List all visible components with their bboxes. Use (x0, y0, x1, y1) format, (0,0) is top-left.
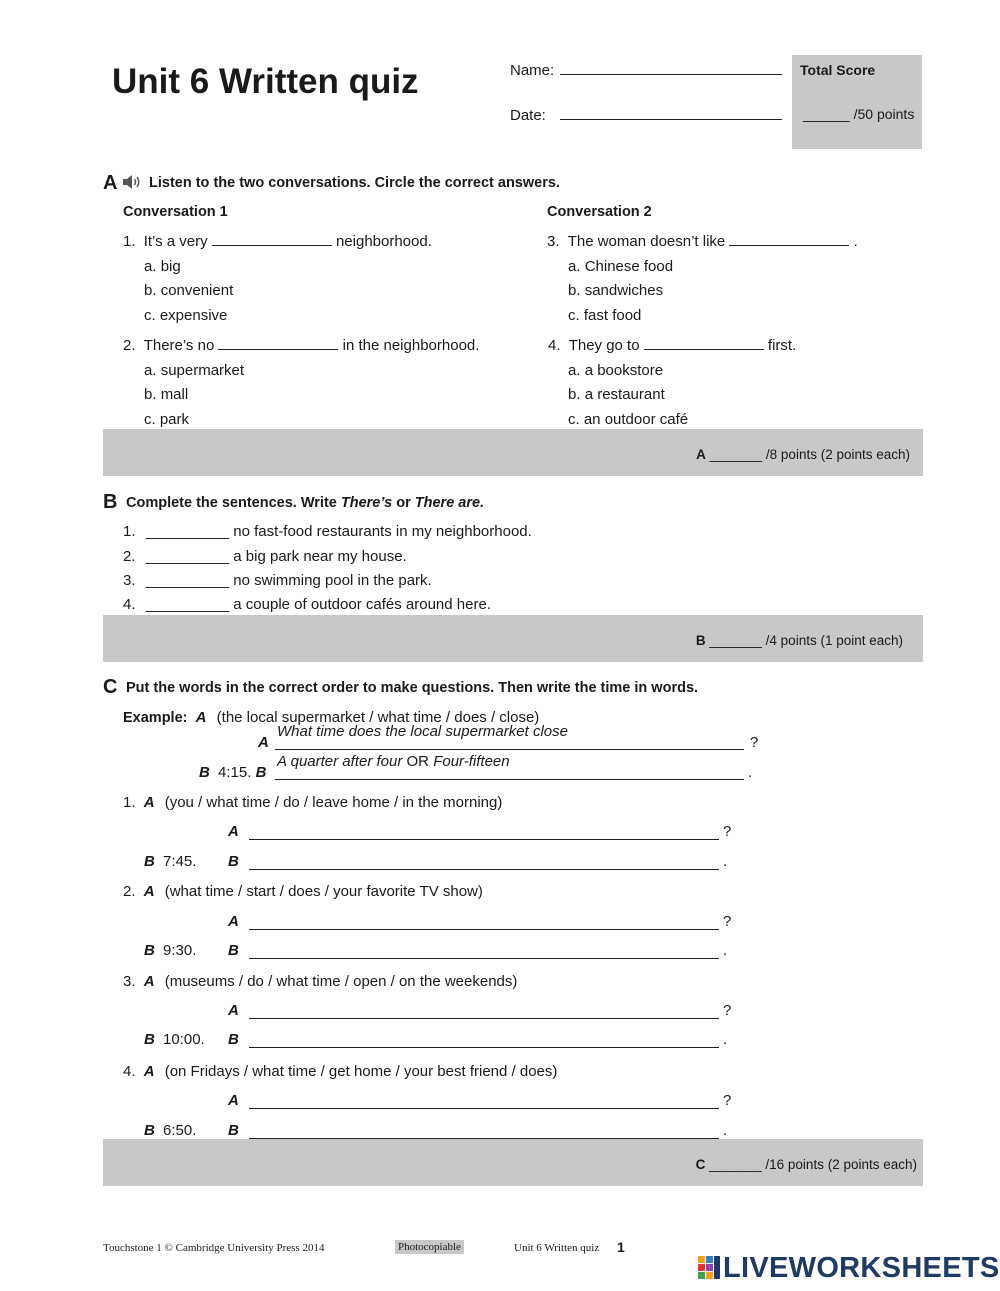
option-text: park (159, 411, 190, 428)
option-letter: c. (568, 307, 580, 324)
option-3c[interactable] (568, 307, 641, 324)
date-label: Date: (510, 107, 546, 124)
question-2 (123, 337, 479, 354)
question-text: The woman doesn’t like (567, 233, 726, 250)
option-1c[interactable] (144, 307, 227, 324)
speaker-a-label: A (143, 1063, 155, 1080)
c-item-2-line-a[interactable] (249, 929, 719, 930)
item-text: __________ a big park near my house. (145, 548, 407, 565)
item-words: (you / what time / do / leave home / in the morning) (164, 794, 503, 811)
c-item-3-line-a[interactable] (249, 1018, 719, 1019)
c-item-1-line-a[interactable] (249, 839, 719, 840)
period-mark: . (723, 1122, 728, 1139)
c-item-2-line-b[interactable] (249, 958, 719, 959)
item-text: __________ no swimming pool in the park. (145, 572, 432, 589)
option-text: fast food (583, 307, 642, 324)
instruction-option: There’s (340, 495, 393, 511)
total-score-points[interactable]: ______ /50 points (803, 106, 915, 122)
section-a-letter: A (103, 172, 118, 194)
date-input-line[interactable] (560, 119, 782, 120)
example-answer-b-or: OR (406, 753, 430, 770)
section-a-score-bar (103, 429, 923, 476)
option-3b[interactable] (568, 282, 663, 299)
instruction-option: There are. (414, 495, 485, 511)
question-number: 3. (547, 233, 560, 250)
period-mark: . (748, 764, 753, 781)
option-letter: a. (144, 258, 157, 275)
option-1a[interactable] (144, 258, 181, 275)
speaker-b-label: B (144, 1031, 155, 1048)
question-text: They go to (568, 337, 640, 354)
example-label: Example: (123, 710, 188, 726)
c-item-3-prompt (123, 973, 517, 990)
section-a-score[interactable] (696, 447, 910, 462)
c-item-3-a-label: A (228, 1002, 239, 1019)
speaker-b-label: B (144, 853, 155, 870)
question-text: There’s no (143, 337, 215, 354)
example-a-label: A (258, 734, 269, 751)
example-answer-a: What time does the local supermarket close (277, 723, 568, 740)
item-number: 3. (123, 973, 136, 990)
section-c-score-bar (103, 1139, 923, 1186)
speaker-b-label: B (144, 942, 155, 959)
section-c-score[interactable] (696, 1157, 917, 1172)
date-field (510, 107, 782, 124)
b-item-1[interactable] (123, 523, 532, 540)
item-number: 3. (123, 572, 136, 589)
c-item-1-b-label: B (228, 853, 239, 870)
speaker-icon[interactable] (121, 173, 143, 196)
question-text: in the neighborhood. (342, 337, 480, 354)
option-letter: c. (144, 307, 156, 324)
option-letter: b. (144, 386, 157, 403)
item-time: 10:00. (163, 1031, 205, 1048)
section-c-letter: C (103, 676, 118, 698)
option-2c[interactable] (144, 411, 189, 428)
option-4c[interactable] (568, 411, 688, 428)
example-answer-b-1: A quarter after four (277, 753, 403, 770)
c-item-2-b-row (144, 942, 196, 959)
item-text: __________ a couple of outdoor cafés around here. (145, 596, 491, 613)
speaker-a-label: A (195, 709, 207, 726)
instruction-text: or (396, 495, 411, 511)
c-item-1-b-row (144, 853, 196, 870)
section-b-score[interactable] (696, 633, 903, 648)
example-words: (the local supermarket / what time / does / close) (216, 709, 540, 726)
option-3a[interactable] (568, 258, 673, 275)
example-b-label: B (255, 764, 267, 781)
option-text: supermarket (160, 362, 245, 379)
footer-quiz-name: Unit 6 Written quiz (514, 1242, 600, 1254)
footer-copyright: Touchstone 1 © Cambridge University Press 2014 (103, 1242, 325, 1254)
c-item-3-b-row (144, 1031, 205, 1048)
option-1b[interactable] (144, 282, 233, 299)
question-mark: ? (723, 823, 732, 840)
item-words: (on Fridays / what time / get home / your best friend / does) (164, 1063, 558, 1080)
answer-blank[interactable] (729, 245, 849, 246)
period-mark: . (723, 1031, 728, 1048)
question-text: . (853, 233, 858, 250)
option-text: Chinese food (584, 258, 674, 275)
section-a-instruction: Listen to the two conversations. Circle the correct answers. (149, 175, 560, 191)
question-number: 4. (548, 337, 561, 354)
page-title: Unit 6 Written quiz (112, 62, 419, 101)
score-text: _______ /8 points (2 points each) (709, 447, 910, 462)
example-time: 4:15. (218, 764, 252, 781)
c-item-2-prompt (123, 883, 483, 900)
conversation-2-title: Conversation 2 (547, 204, 652, 220)
speaker-b-label: B (199, 764, 210, 781)
total-score-box (792, 55, 922, 149)
period-mark: . (723, 942, 728, 959)
score-letter: B (695, 633, 706, 648)
question-mark: ? (723, 1002, 732, 1019)
item-number: 4. (123, 596, 136, 613)
section-b-instruction (126, 495, 484, 511)
question-3 (547, 233, 858, 250)
item-words: (what time / start / does / your favorite TV show) (164, 883, 483, 900)
speaker-a-label: A (143, 883, 155, 900)
option-2a[interactable] (144, 362, 244, 379)
option-letter: b. (144, 282, 157, 299)
b-item-4[interactable] (123, 596, 491, 613)
page-number: 1 (617, 1239, 625, 1255)
b-item-3[interactable] (123, 572, 432, 589)
name-label: Name: (510, 62, 555, 79)
answer-blank[interactable] (218, 349, 338, 350)
period-mark: . (723, 853, 728, 870)
c-item-4-a-label: A (228, 1092, 239, 1109)
option-text: mall (160, 386, 189, 403)
example-line-a (275, 749, 744, 750)
option-letter: c. (144, 411, 156, 428)
speaker-b-label: B (144, 1122, 155, 1139)
total-score-label: Total Score (800, 62, 876, 78)
speaker-a-label: A (143, 973, 155, 990)
c-item-2-b-label: B (228, 942, 239, 959)
liveworksheets-logo[interactable] (697, 1252, 1000, 1285)
item-number: 2. (123, 883, 136, 900)
option-text: a bookstore (584, 362, 664, 379)
item-number: 1. (123, 794, 136, 811)
question-number: 2. (123, 337, 136, 354)
option-letter: a. (568, 258, 581, 275)
example-line-b (275, 779, 744, 780)
c-item-1-prompt (123, 794, 502, 811)
question-mark: ? (723, 1092, 732, 1109)
item-words: (museums / do / what time / open / on the weekends) (164, 973, 518, 990)
example-b-row (199, 764, 266, 781)
option-letter: b. (568, 282, 581, 299)
question-text: It’s a very (143, 233, 208, 250)
option-text: expensive (159, 307, 228, 324)
c-item-4-b-row (144, 1122, 196, 1139)
item-time: 7:45. (163, 853, 197, 870)
score-text: _______ /4 points (1 point each) (709, 633, 903, 648)
question-text: neighborhood. (335, 233, 432, 250)
question-number: 1. (123, 233, 136, 250)
c-item-4-b-label: B (228, 1122, 239, 1139)
option-text: sandwiches (584, 282, 664, 299)
option-text: a restaurant (584, 386, 665, 403)
option-4a[interactable] (568, 362, 663, 379)
b-item-2[interactable] (123, 548, 407, 565)
c-item-4-prompt (123, 1063, 557, 1080)
section-c-instruction: Put the words in the correct order to make questions. Then write the time in words. (126, 680, 699, 696)
option-letter: a. (144, 362, 157, 379)
c-item-4-line-a[interactable] (249, 1108, 719, 1109)
conversation-1-title: Conversation 1 (123, 204, 228, 220)
item-number: 1. (123, 523, 136, 540)
item-number: 4. (123, 1063, 136, 1080)
c-item-3-line-b[interactable] (249, 1047, 719, 1048)
instruction-text: Complete the sentences. Write (126, 495, 337, 511)
item-time: 9:30. (163, 942, 197, 959)
question-4 (548, 337, 796, 354)
option-4b[interactable] (568, 386, 665, 403)
question-text: first. (767, 337, 797, 354)
score-letter: C (695, 1157, 706, 1172)
option-2b[interactable] (144, 386, 188, 403)
question-1 (123, 233, 432, 250)
option-text: convenient (160, 282, 234, 299)
example-answer-b-2: Four-fifteen (433, 753, 510, 770)
option-letter: c. (568, 411, 580, 428)
c-item-1-line-b[interactable] (249, 869, 719, 870)
item-text: __________ no fast-food restaurants in my neighborhood. (145, 523, 532, 540)
footer-photocopiable (395, 1241, 464, 1253)
item-number: 2. (123, 548, 136, 565)
score-text: _______ /16 points (2 points each) (709, 1157, 917, 1172)
speaker-a-label: A (143, 794, 155, 811)
section-b-letter: B (103, 491, 118, 513)
option-letter: b. (568, 386, 581, 403)
name-field (510, 62, 782, 79)
answer-blank[interactable] (644, 349, 764, 350)
name-input-line[interactable] (560, 74, 782, 75)
option-text: big (160, 258, 181, 275)
c-item-3-b-label: B (228, 1031, 239, 1048)
score-letter: A (696, 447, 706, 462)
option-letter: a. (568, 362, 581, 379)
liveworksheets-text: LIVEWORKSHEETS (723, 1252, 1000, 1284)
question-mark: ? (750, 734, 759, 751)
c-item-2-a-label: A (228, 913, 239, 930)
section-b-score-bar (103, 615, 923, 662)
option-text: an outdoor café (583, 411, 689, 428)
answer-blank[interactable] (212, 245, 332, 246)
question-mark: ? (723, 913, 732, 930)
item-time: 6:50. (163, 1122, 197, 1139)
liveworksheets-icon (697, 1255, 721, 1283)
photocopiable-label: Photocopiable (395, 1240, 464, 1254)
c-item-1-a-label: A (228, 823, 239, 840)
example-answer-b (277, 753, 510, 770)
